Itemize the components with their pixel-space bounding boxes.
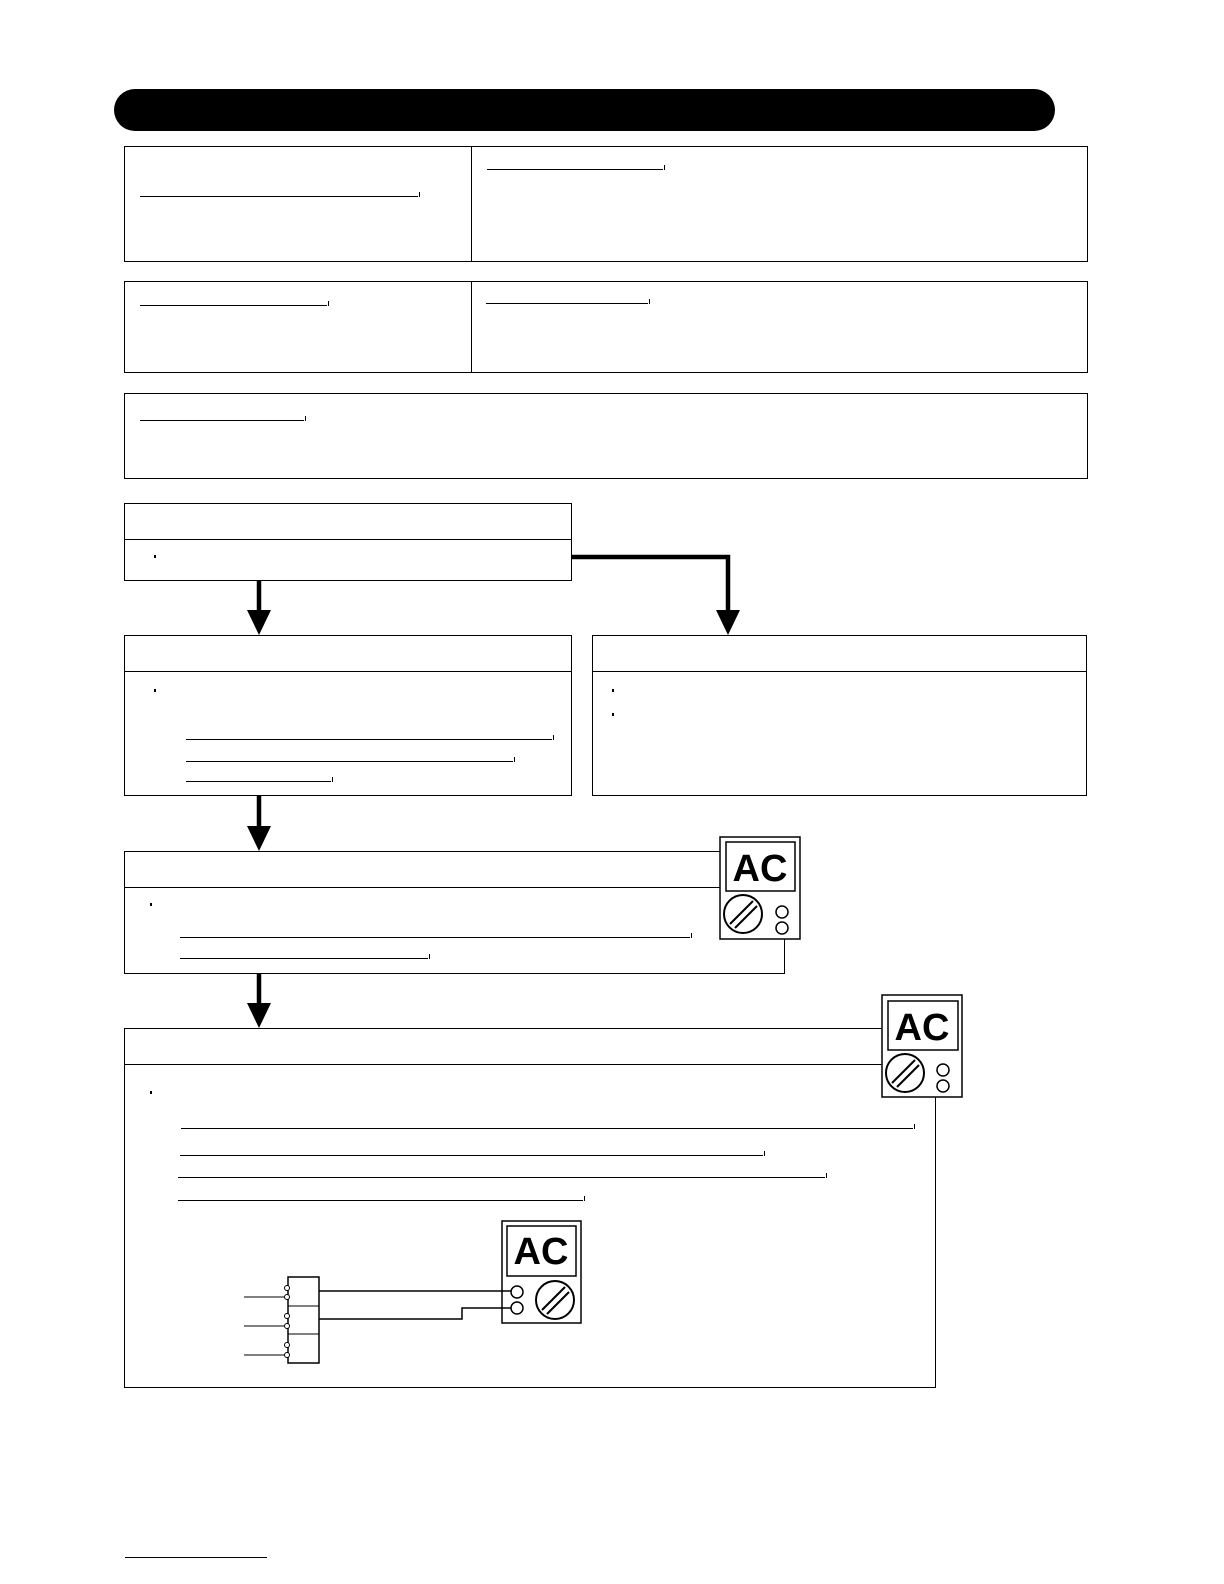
ac-meter-1-label: AC <box>732 848 788 890</box>
arrow-step1-to-step3 <box>572 557 740 635</box>
ac-meter-2-label: AC <box>894 1007 950 1049</box>
ac-meter-2 <box>882 995 962 1097</box>
ac-meter-3-label: AC <box>513 1231 569 1273</box>
ac-meter-1 <box>720 837 800 939</box>
probe-wires <box>319 1291 511 1319</box>
ac-meter-3 <box>502 1221 581 1323</box>
arrow-step2-to-step4 <box>247 796 271 851</box>
arrow-step1-to-step2 <box>247 581 271 635</box>
arrow-step4-to-step5 <box>247 974 271 1028</box>
terminal-block <box>244 1277 319 1363</box>
